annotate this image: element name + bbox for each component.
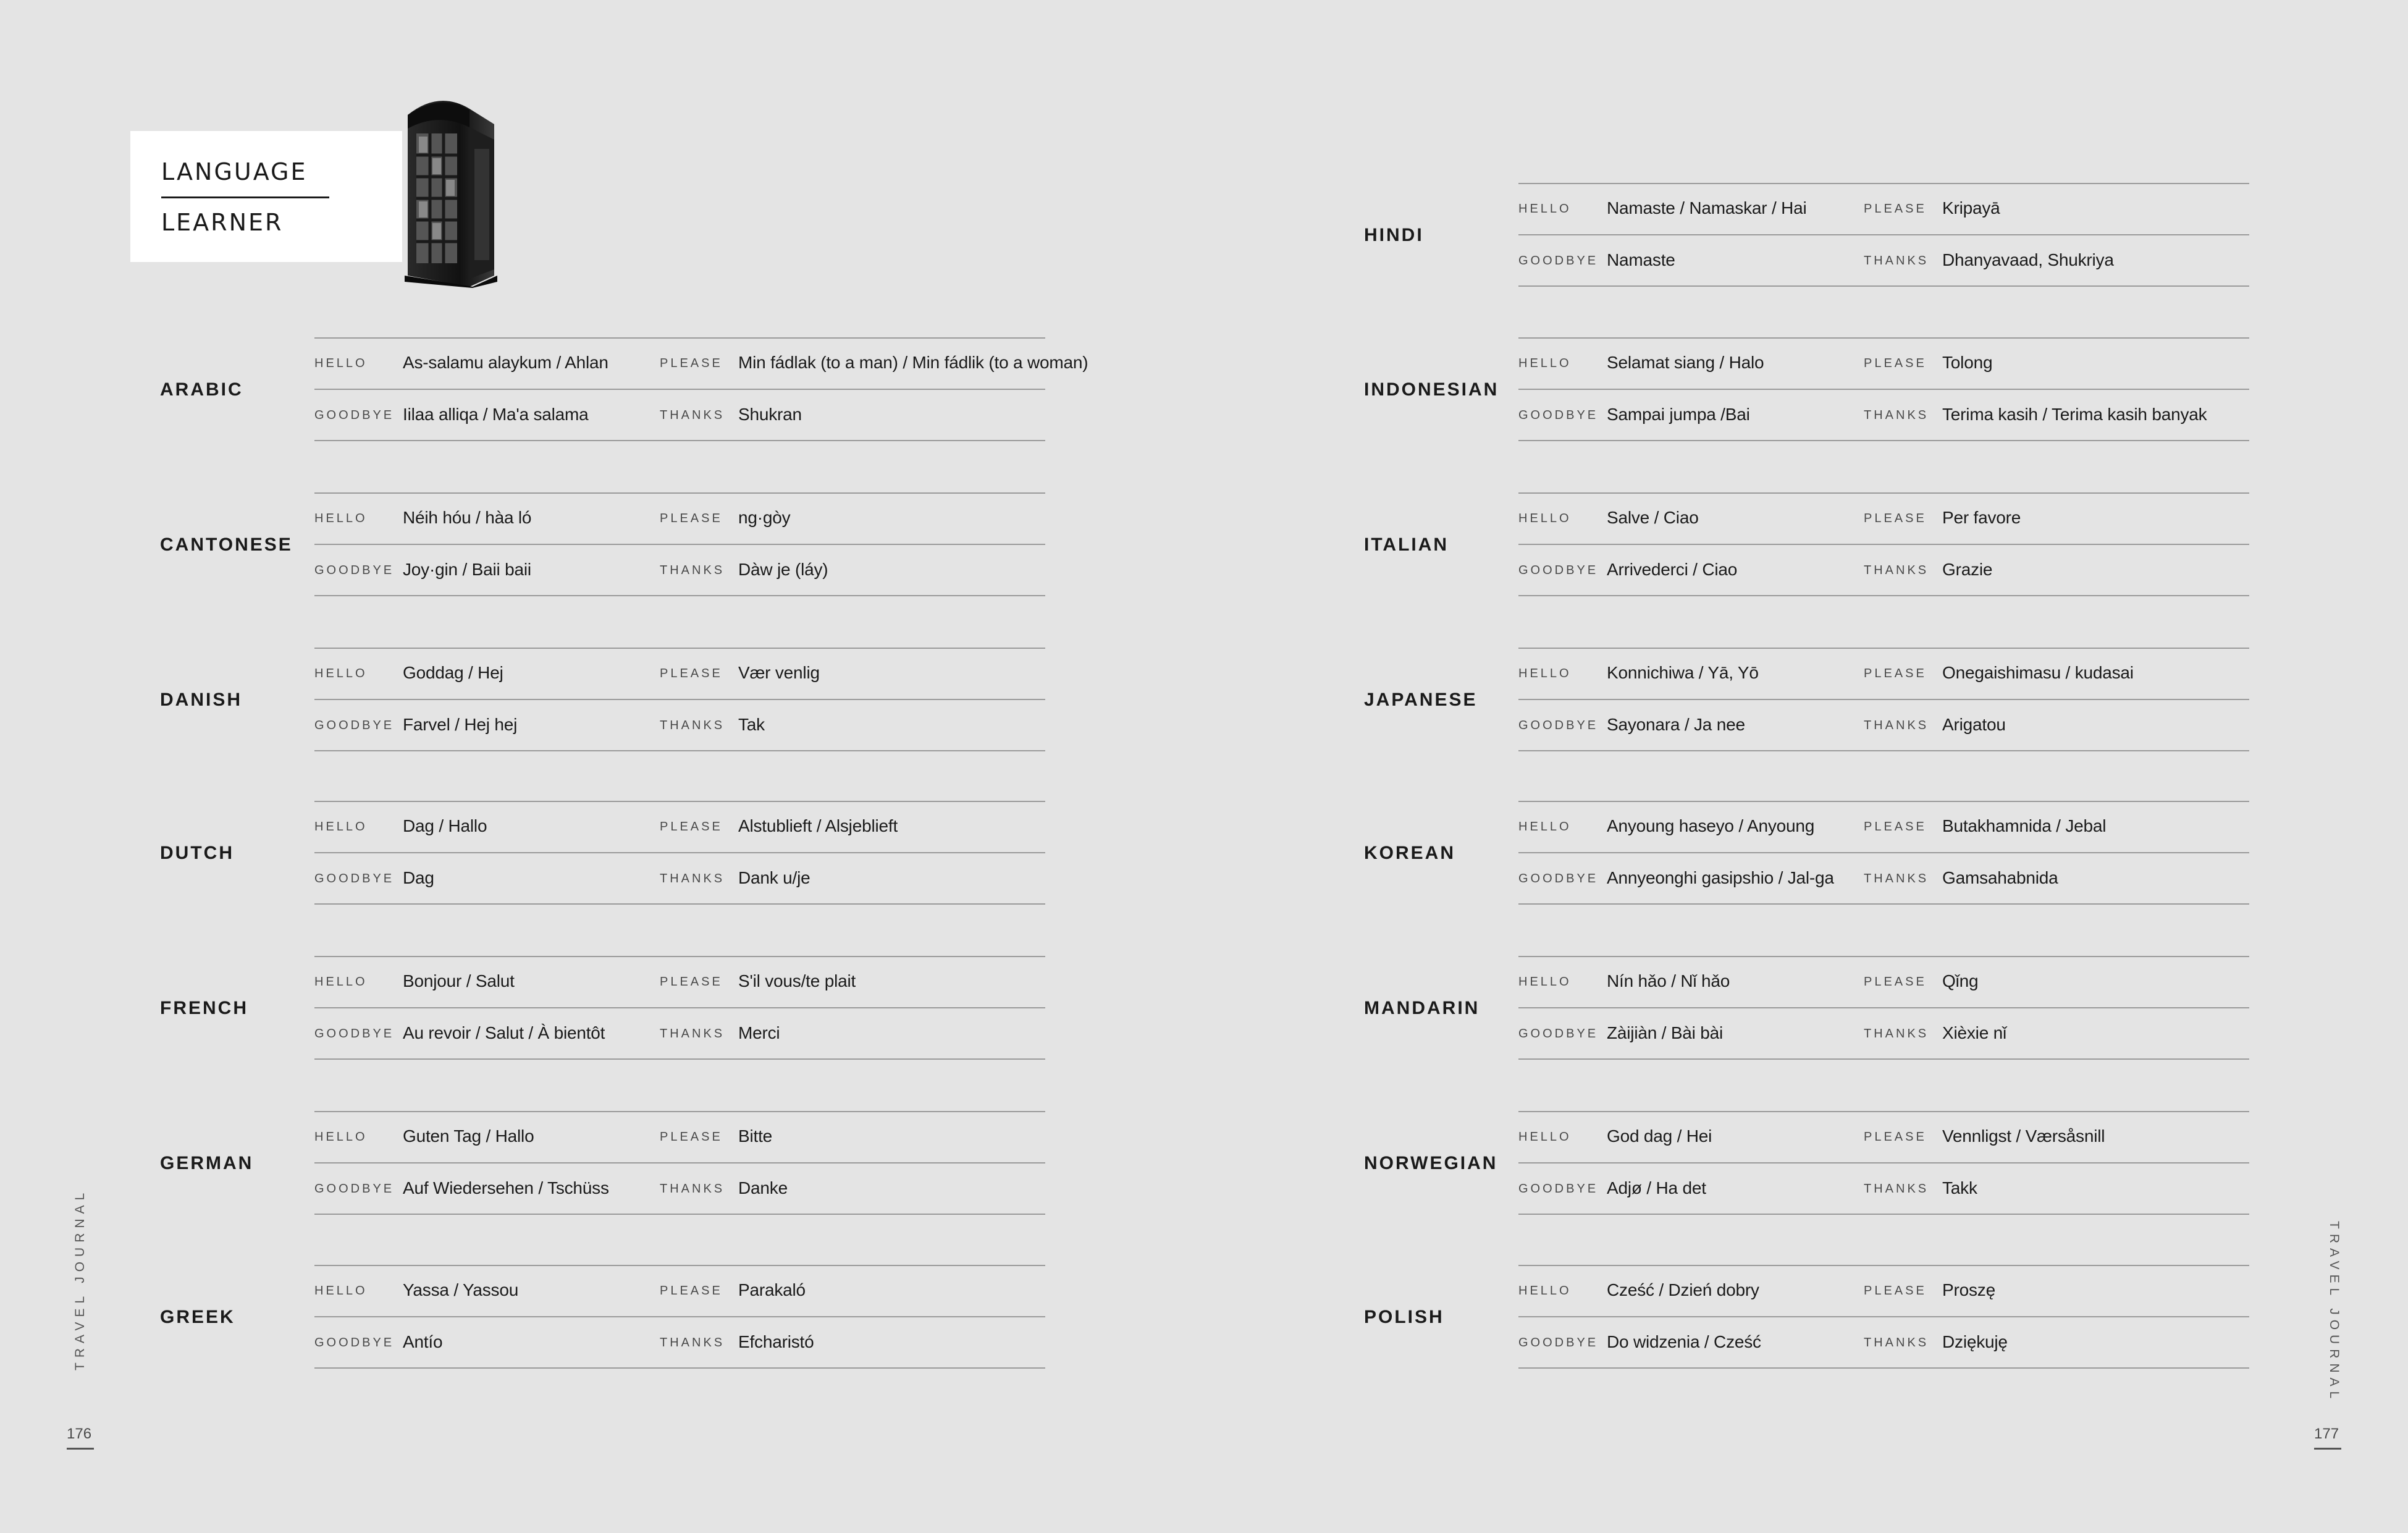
title-box [130, 131, 402, 262]
language-name: JAPANESE [1364, 690, 1478, 710]
row-divider [314, 1058, 1045, 1060]
goodbye-value: Annyeonghi gasipshio / Jal-ga [1607, 868, 1834, 887]
row-divider [314, 852, 1045, 853]
row-divider [314, 956, 1045, 957]
hello-label: HELLO [1518, 820, 1572, 834]
row-divider [314, 1162, 1045, 1163]
title-line-1: LANGUAGE [161, 158, 308, 185]
row-divider [1518, 1162, 2249, 1163]
please-label: PLEASE [660, 820, 723, 834]
row-divider [1518, 440, 2249, 441]
row-divider [1518, 699, 2249, 700]
language-name: CANTONESE [160, 534, 293, 555]
row-divider [1518, 750, 2249, 751]
thanks-label: THANKS [1864, 872, 1929, 885]
goodbye-value: Sayonara / Ja nee [1607, 715, 1745, 734]
please-value: Kripayā [1942, 198, 2000, 217]
row-divider [1518, 1214, 2249, 1215]
please-label: PLEASE [1864, 975, 1927, 989]
row-divider [1518, 183, 2249, 184]
row-divider [1518, 1316, 2249, 1317]
goodbye-label: GOODBYE [314, 564, 395, 577]
goodbye-value: Zàijiàn / Bài bài [1607, 1023, 1724, 1042]
goodbye-label: GOODBYE [1518, 719, 1599, 732]
please-value: Vær venlig [738, 663, 820, 682]
goodbye-value: Namaste [1607, 250, 1675, 269]
right-page [1204, 0, 2408, 1533]
goodbye-value: Au revoir / Salut / À bientôt [403, 1023, 605, 1042]
row-divider [314, 750, 1045, 751]
thanks-label: THANKS [1864, 1182, 1929, 1196]
row-divider [314, 440, 1045, 441]
row-divider [314, 1367, 1045, 1369]
page-number-right: 177 [2314, 1425, 2339, 1442]
hello-label: HELLO [1518, 357, 1572, 370]
goodbye-value: Joy·gin / Baii baii [403, 560, 531, 579]
thanks-value: Merci [738, 1023, 780, 1042]
title-divider [161, 196, 329, 198]
please-label: PLEASE [660, 1284, 723, 1298]
please-label: PLEASE [660, 1130, 723, 1144]
row-divider [1518, 544, 2249, 545]
please-value: Bitte [738, 1126, 773, 1146]
thanks-value: Dank u/je [738, 868, 810, 887]
hello-value: Namaste / Namaskar / Hai [1607, 198, 1807, 217]
thanks-label: THANKS [1864, 408, 1929, 422]
thanks-label: THANKS [1864, 1027, 1929, 1041]
please-label: PLEASE [660, 667, 723, 680]
thanks-value: Dziękuję [1942, 1332, 2008, 1351]
goodbye-value: Iilaa alliqa / Ma'a salama [403, 405, 589, 424]
language-name: GERMAN [160, 1153, 254, 1173]
page-number-left: 176 [67, 1425, 92, 1442]
goodbye-label: GOODBYE [314, 408, 395, 422]
please-value: S'il vous/te plait [738, 971, 856, 990]
hello-value: Salve / Ciao [1607, 508, 1699, 527]
title-line-2: LEARNER [161, 209, 284, 236]
thanks-label: THANKS [660, 872, 725, 885]
thanks-label: THANKS [1864, 564, 1929, 577]
language-name: POLISH [1364, 1307, 1444, 1327]
row-divider [314, 337, 1045, 339]
row-divider [1518, 492, 2249, 494]
language-name: NORWEGIAN [1364, 1153, 1498, 1173]
row-divider [314, 492, 1045, 494]
thanks-value: Danke [738, 1178, 788, 1197]
please-value: Vennligst / Værsåsnill [1942, 1126, 2105, 1146]
goodbye-label: GOODBYE [1518, 872, 1599, 885]
thanks-value: Xièxie nǐ [1942, 1023, 2007, 1042]
thanks-label: THANKS [660, 564, 725, 577]
goodbye-label: GOODBYE [314, 1182, 395, 1196]
please-value: ng·gòy [738, 508, 791, 527]
hello-value: Guten Tag / Hallo [403, 1126, 534, 1146]
hello-label: HELLO [314, 512, 368, 525]
page-number-underline [2314, 1448, 2341, 1450]
hello-value: Anyoung haseyo / Anyoung [1607, 816, 1815, 835]
hello-label: HELLO [1518, 975, 1572, 989]
thanks-label: THANKS [660, 1182, 725, 1196]
language-name: MANDARIN [1364, 998, 1480, 1018]
side-running-title-left: TRAVEL JOURNAL [73, 1188, 87, 1370]
hello-label: HELLO [1518, 1284, 1572, 1298]
hello-label: HELLO [314, 1130, 368, 1144]
hello-value: Dag / Hallo [403, 816, 487, 835]
row-divider [314, 1007, 1045, 1008]
language-name: DUTCH [160, 843, 234, 863]
language-name: KOREAN [1364, 843, 1456, 863]
thanks-value: Takk [1942, 1178, 1977, 1197]
row-divider [1518, 903, 2249, 905]
row-divider [1518, 389, 2249, 390]
please-value: Proszę [1942, 1280, 1995, 1299]
please-label: PLEASE [1864, 1130, 1927, 1144]
hello-value: Nín hǎo / Nǐ hǎo [1607, 971, 1730, 990]
please-value: Parakaló [738, 1280, 806, 1299]
goodbye-label: GOODBYE [1518, 1182, 1599, 1196]
row-divider [314, 1214, 1045, 1215]
thanks-value: Dhanyavaad, Shukriya [1942, 250, 2114, 269]
row-divider [1518, 1265, 2249, 1266]
goodbye-label: GOODBYE [1518, 1027, 1599, 1041]
please-value: Onegaishimasu / kudasai [1942, 663, 2134, 682]
side-running-title-right: TRAVEL JOURNAL [2327, 1221, 2341, 1404]
row-divider [1518, 852, 2249, 853]
goodbye-label: GOODBYE [1518, 408, 1599, 422]
hello-label: HELLO [1518, 512, 1572, 525]
thanks-value: Terima kasih / Terima kasih banyak [1942, 405, 2207, 424]
thanks-value: Shukran [738, 405, 802, 424]
row-divider [314, 389, 1045, 390]
thanks-value: Grazie [1942, 560, 1993, 579]
row-divider [1518, 956, 2249, 957]
goodbye-value: Antío [403, 1332, 443, 1351]
hello-label: HELLO [314, 357, 368, 370]
hello-value: Néih hóu / hàa ló [403, 508, 532, 527]
thanks-value: Gamsahabnida [1942, 868, 2058, 887]
thanks-label: THANKS [1864, 719, 1929, 732]
language-name: GREEK [160, 1307, 235, 1327]
thanks-value: Efcharistó [738, 1332, 814, 1351]
hello-value: Goddag / Hej [403, 663, 503, 682]
hello-value: God dag / Hei [1607, 1126, 1712, 1146]
row-divider [1518, 648, 2249, 649]
hello-value: Yassa / Yassou [403, 1280, 519, 1299]
phone-booth-icon [395, 90, 507, 288]
thanks-label: THANKS [1864, 254, 1929, 268]
hello-label: HELLO [314, 1284, 368, 1298]
goodbye-value: Auf Wiedersehen / Tschüss [403, 1178, 609, 1197]
language-name: ITALIAN [1364, 534, 1449, 555]
goodbye-value: Sampai jumpa /Bai [1607, 405, 1750, 424]
goodbye-value: Dag [403, 868, 434, 887]
row-divider [1518, 801, 2249, 802]
hello-value: Bonjour / Salut [403, 971, 515, 990]
goodbye-label: GOODBYE [314, 1027, 395, 1041]
please-label: PLEASE [1864, 1284, 1927, 1298]
row-divider [1518, 1007, 2249, 1008]
row-divider [314, 699, 1045, 700]
please-value: Alstublieft / Alsjeblieft [738, 816, 898, 835]
please-label: PLEASE [660, 357, 723, 370]
row-divider [314, 544, 1045, 545]
row-divider [1518, 595, 2249, 596]
goodbye-value: Do widzenia / Cześć [1607, 1332, 1761, 1351]
goodbye-value: Farvel / Hej hej [403, 715, 518, 734]
please-label: PLEASE [660, 512, 723, 525]
thanks-label: THANKS [660, 1336, 725, 1349]
language-name: DANISH [160, 690, 243, 710]
row-divider [314, 1316, 1045, 1317]
goodbye-label: GOODBYE [314, 1336, 395, 1349]
goodbye-label: GOODBYE [314, 872, 395, 885]
thanks-value: Tak [738, 715, 765, 734]
hello-value: Cześć / Dzień dobry [1607, 1280, 1759, 1299]
hello-label: HELLO [314, 820, 368, 834]
please-value: Qǐng [1942, 971, 1979, 990]
row-divider [1518, 337, 2249, 339]
please-value: Min fádlak (to a man) / Min fádlik (to a woman) [738, 353, 1088, 372]
row-divider [314, 801, 1045, 802]
goodbye-label: GOODBYE [1518, 564, 1599, 577]
hello-label: HELLO [314, 667, 368, 680]
please-value: Tolong [1942, 353, 1993, 372]
please-label: PLEASE [1864, 512, 1927, 525]
row-divider [314, 648, 1045, 649]
row-divider [1518, 1058, 2249, 1060]
row-divider [1518, 234, 2249, 235]
language-name: HINDI [1364, 225, 1424, 245]
row-divider [1518, 1367, 2249, 1369]
row-divider [314, 1265, 1045, 1266]
language-name: INDONESIAN [1364, 379, 1499, 400]
page-number-underline [67, 1448, 94, 1450]
thanks-value: Dàw je (láy) [738, 560, 828, 579]
row-divider [314, 595, 1045, 596]
hello-value: As-salamu alaykum / Ahlan [403, 353, 608, 372]
row-divider [314, 903, 1045, 905]
goodbye-label: GOODBYE [1518, 254, 1599, 268]
goodbye-value: Arrivederci / Ciao [1607, 560, 1738, 579]
hello-label: HELLO [1518, 1130, 1572, 1144]
please-label: PLEASE [1864, 667, 1927, 680]
language-name: ARABIC [160, 379, 243, 400]
row-divider [314, 1111, 1045, 1112]
please-value: Butakhamnida / Jebal [1942, 816, 2107, 835]
please-label: PLEASE [1864, 202, 1927, 216]
please-label: PLEASE [1864, 820, 1927, 834]
thanks-value: Arigatou [1942, 715, 2006, 734]
row-divider [1518, 1111, 2249, 1112]
row-divider [1518, 285, 2249, 287]
goodbye-value: Adjø / Ha det [1607, 1178, 1706, 1197]
hello-label: HELLO [1518, 202, 1572, 216]
goodbye-label: GOODBYE [1518, 1336, 1599, 1349]
thanks-label: THANKS [660, 719, 725, 732]
hello-value: Konnichiwa / Yā, Yō [1607, 663, 1759, 682]
hello-label: HELLO [314, 975, 368, 989]
please-label: PLEASE [1864, 357, 1927, 370]
goodbye-label: GOODBYE [314, 719, 395, 732]
thanks-label: THANKS [1864, 1336, 1929, 1349]
language-name: FRENCH [160, 998, 248, 1018]
hello-label: HELLO [1518, 667, 1572, 680]
thanks-label: THANKS [660, 408, 725, 422]
please-value: Per favore [1942, 508, 2021, 527]
hello-value: Selamat siang / Halo [1607, 353, 1764, 372]
thanks-label: THANKS [660, 1027, 725, 1041]
please-label: PLEASE [660, 975, 723, 989]
